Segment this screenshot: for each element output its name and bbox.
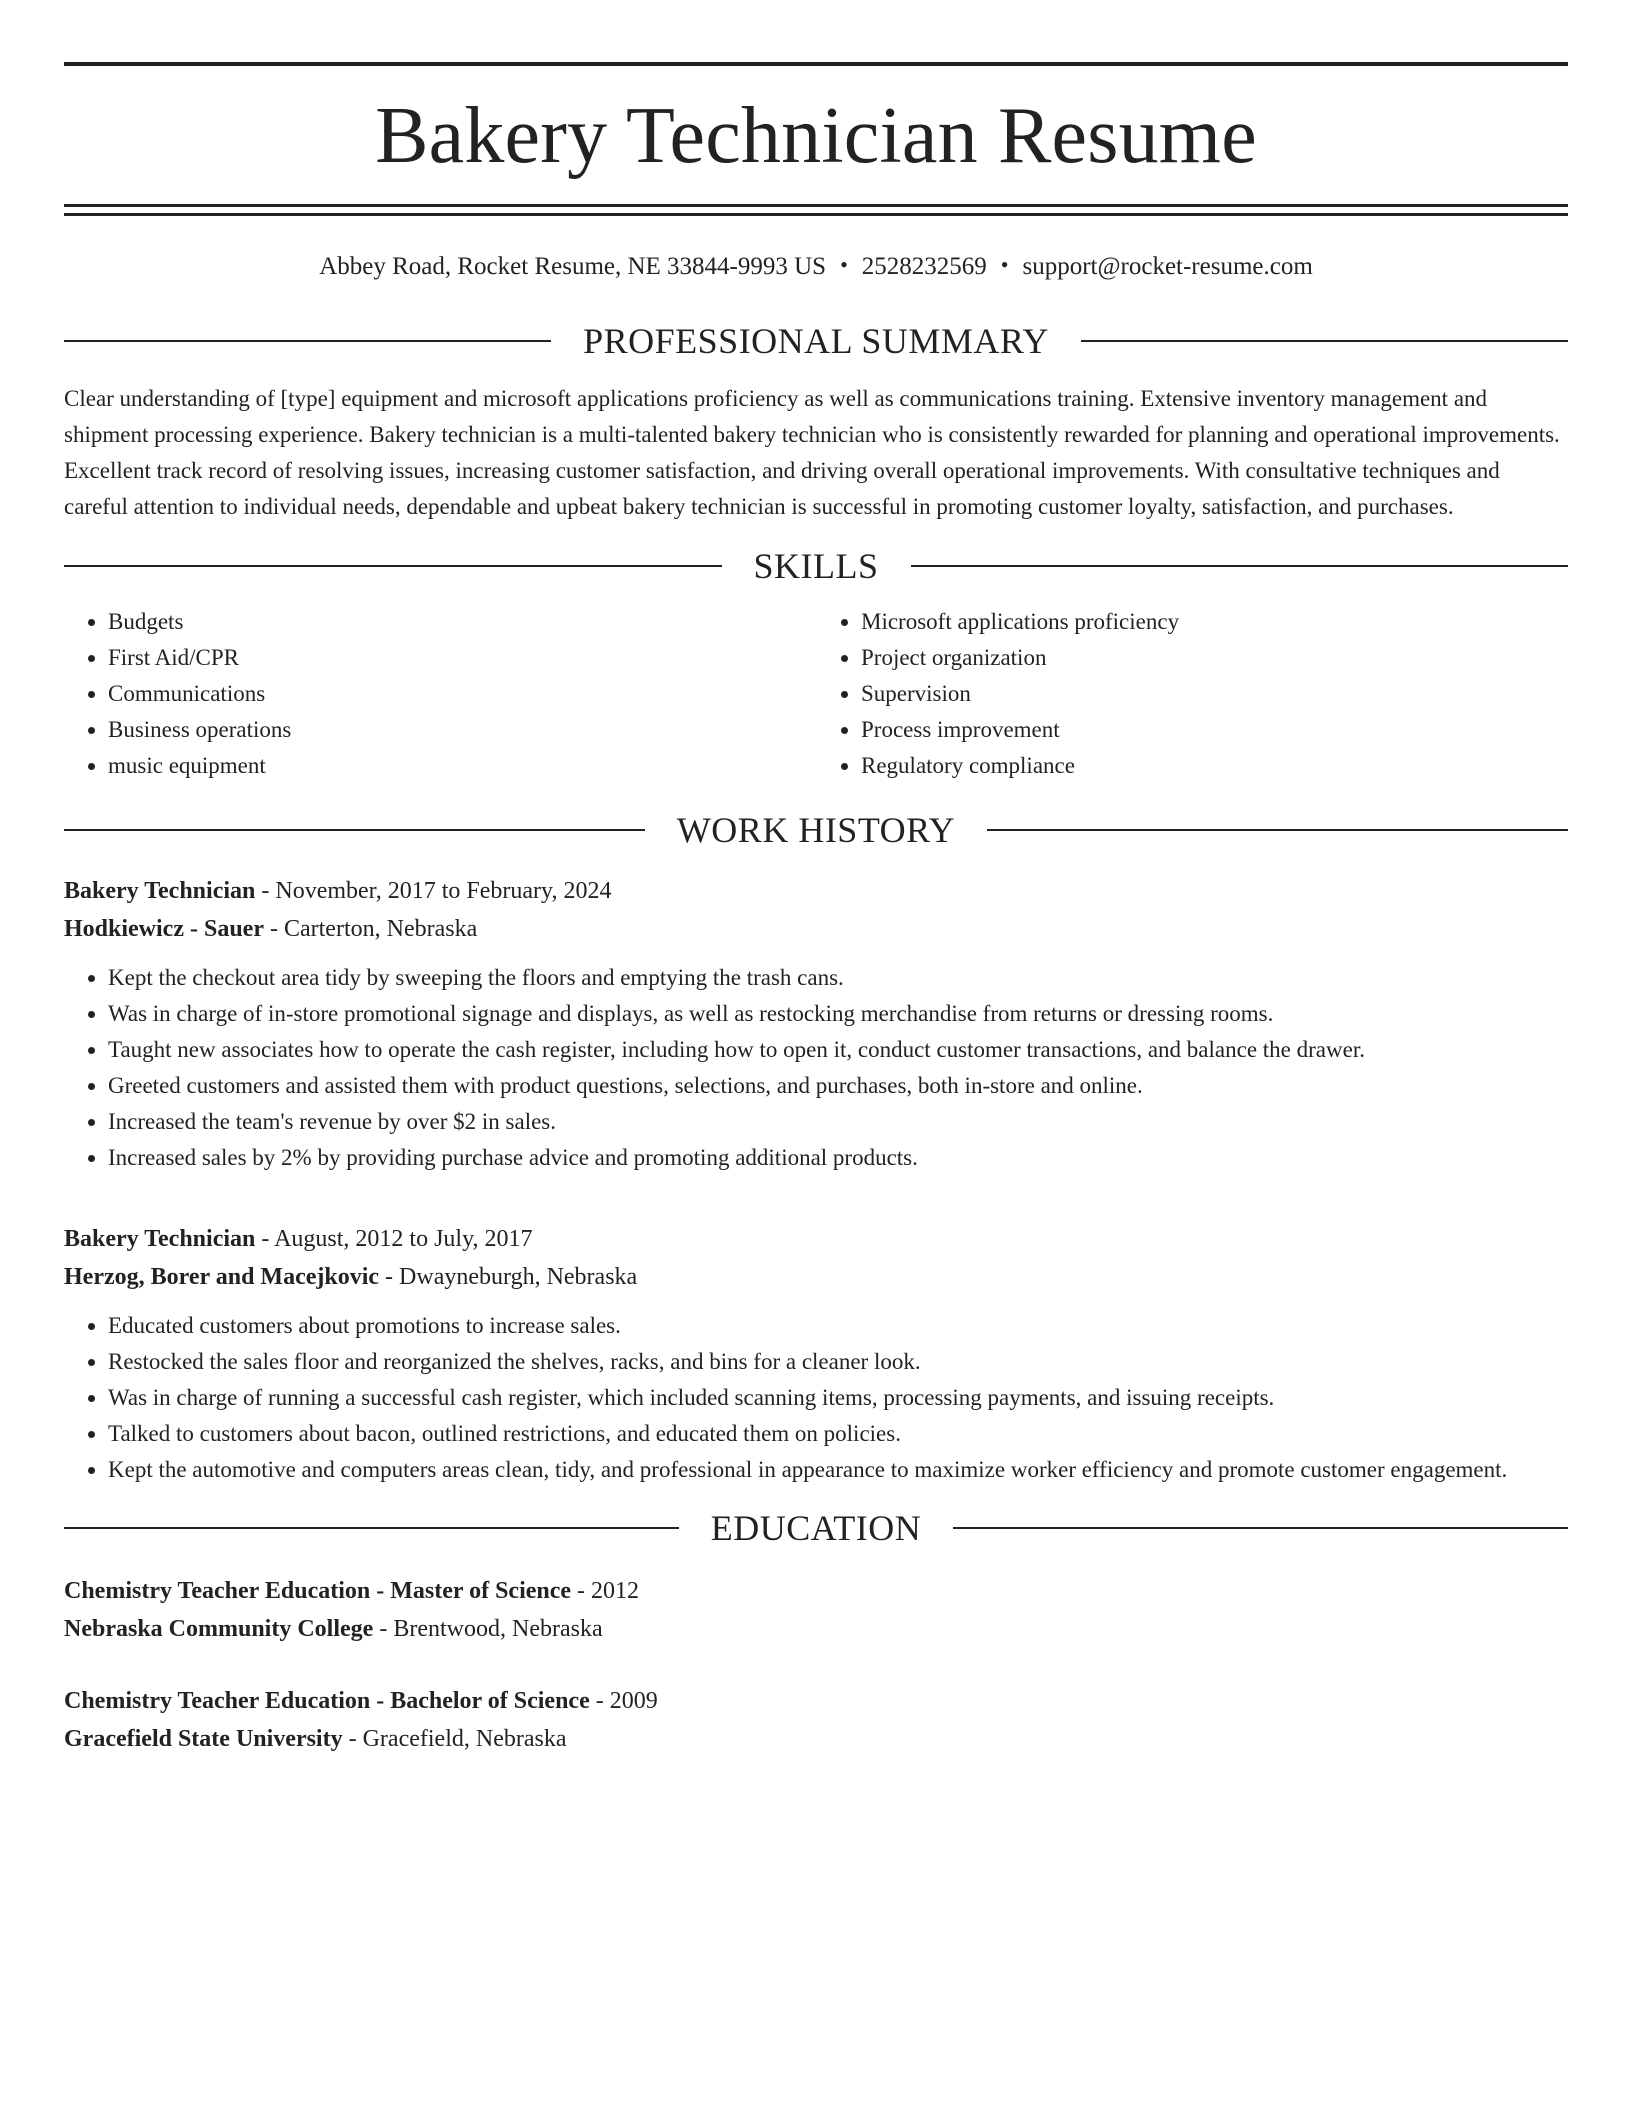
dash: - [385,1264,394,1290]
skill-item: • Communications [108,676,815,712]
title-double-rule [64,204,1568,216]
education-degree-line [64,1682,1568,1720]
job-bullets [64,960,1568,1176]
education-year: 2012 [591,1578,640,1604]
dash: - [348,1726,357,1752]
skill-item: • Budgets [108,604,815,640]
education-year: 2009 [609,1688,658,1714]
skill-item: • Regulatory compliance [861,748,1568,784]
job-bullet: • Was in charge of in-store promotional signage and displays, as well as restocking merchandise from returns or dressing rooms. [108,996,1568,1032]
dash: - [577,1578,586,1604]
education-heading: EDUCATION [710,1508,922,1548]
top-rule [64,62,1568,66]
job-location: Carterton, Nebraska [283,916,478,942]
job-bullet: • Talked to customers about bacon, outlined restrictions, and educated them on policies. [108,1416,1568,1452]
education-degree: Chemistry Teacher Education - Master of Science [64,1578,572,1604]
heading-rule-left [64,1527,679,1529]
contact-address: Abbey Road, Rocket Resume, NE 33844-9993 US [319,253,827,280]
work-section-heading [64,812,1568,848]
contact-line [64,254,1568,279]
job-bullet: • Increased the team's revenue by over $2 in sales. [108,1104,1568,1140]
job-dates: November, 2017 to February, 2024 [275,878,612,904]
dash: - [269,916,278,942]
job-title: Bakery Technician [64,878,256,904]
education-section-heading [64,1510,1568,1546]
summary-heading: PROFESSIONAL SUMMARY [583,321,1049,361]
job-dates: August, 2012 to July, 2017 [274,1226,533,1252]
job-company-line [64,1258,1568,1296]
education-entry [64,1682,1568,1758]
heading-rule-right [987,829,1568,831]
contact-email: support@rocket-resume.com [1022,253,1313,280]
skill-item: • Supervision [861,676,1568,712]
education-school: Nebraska Community College [64,1616,374,1642]
job-company: Hodkiewicz - Sauer [64,916,264,942]
education-location: Brentwood, Nebraska [393,1616,603,1642]
job-entry [64,872,1568,1176]
dash: - [595,1688,604,1714]
heading-rule-left [64,829,645,831]
dash: - [261,1226,270,1252]
skill-item: • Project organization [861,640,1568,676]
job-bullet: • Greeted customers and assisted them with product questions, selections, and purchases, both in-store and online. [108,1068,1568,1104]
summary-section-heading [64,323,1568,359]
job-bullet: • Kept the automotive and computers areas clean, tidy, and professional in appearance to maximize worker efficiency and promote customer engagement. [108,1452,1568,1488]
job-company-line [64,910,1568,948]
page-title: Bakery Technician Resume [375,92,1257,180]
skills-column-right [815,604,1568,784]
skills-column-left [64,604,815,784]
heading-rule-left [64,340,551,342]
education-degree-line [64,1572,1568,1610]
job-title-line [64,1220,1568,1258]
skill-item: • music equipment [108,748,815,784]
heading-rule-right [953,1527,1568,1529]
job-entry [64,1220,1568,1488]
skill-item: • Business operations [108,712,815,748]
job-title: Bakery Technician [64,1226,256,1252]
skill-item: • First Aid/CPR [108,640,815,676]
work-heading: WORK HISTORY [676,810,956,850]
heading-rule-left [64,565,722,567]
education-degree: Chemistry Teacher Education - Bachelor of Science [64,1688,590,1714]
job-bullet: • Was in charge of running a successful cash register, which included scanning items, processing payments, and issuing receipts. [108,1380,1568,1416]
dash: - [261,878,270,904]
job-title-line [64,872,1568,910]
job-bullet: • Restocked the sales floor and reorganized the shelves, racks, and bins for a cleaner look. [108,1344,1568,1380]
education-entry [64,1572,1568,1648]
education-location: Gracefield, Nebraska [362,1726,567,1752]
job-bullet: • Kept the checkout area tidy by sweeping the floors and emptying the trash cans. [108,960,1568,996]
contact-separator: • [840,252,848,277]
heading-rule-right [911,565,1569,567]
skills-list [64,604,1568,784]
education-school-line [64,1610,1568,1648]
skills-section-heading [64,548,1568,584]
contact-separator: • [1000,252,1009,277]
job-bullet: • Educated customers about promotions to increase sales. [108,1308,1568,1344]
job-company: Herzog, Borer and Macejkovic [64,1264,380,1290]
skills-heading: SKILLS [753,546,879,586]
job-bullet: • Increased sales by 2% by providing purchase advice and promoting additional products. [108,1140,1568,1176]
education-school-line [64,1720,1568,1758]
skill-item: • Process improvement [861,712,1568,748]
education-school: Gracefield State University [64,1726,343,1752]
summary-text: Clear understanding of [type] equipment and microsoft applications proficiency as well as communications training. Extensive inventory management and shipment processing experience. Bakery technician is a multi-talented bakery technician who is consistently rewarded for planning and operational improvements. Excellent track record of resolving issues, increasing customer satisfaction, and driving overall operational improvements. With consultative techniques and careful attention to individual needs, dependable and upbeat bakery technician is successful in promoting customer loyalty, satisfaction, and purchases. [64,386,1560,519]
job-bullet: • Taught new associates how to operate the cash register, including how to open it, conduct customer transactions, and balance the drawer. [108,1032,1568,1068]
job-bullets [64,1308,1568,1488]
contact-phone: 2528232569 [861,253,987,280]
skill-item: • Microsoft applications proficiency [861,604,1568,640]
job-location: Dwayneburgh, Nebraska [399,1264,638,1290]
heading-rule-right [1081,340,1568,342]
dash: - [379,1616,388,1642]
